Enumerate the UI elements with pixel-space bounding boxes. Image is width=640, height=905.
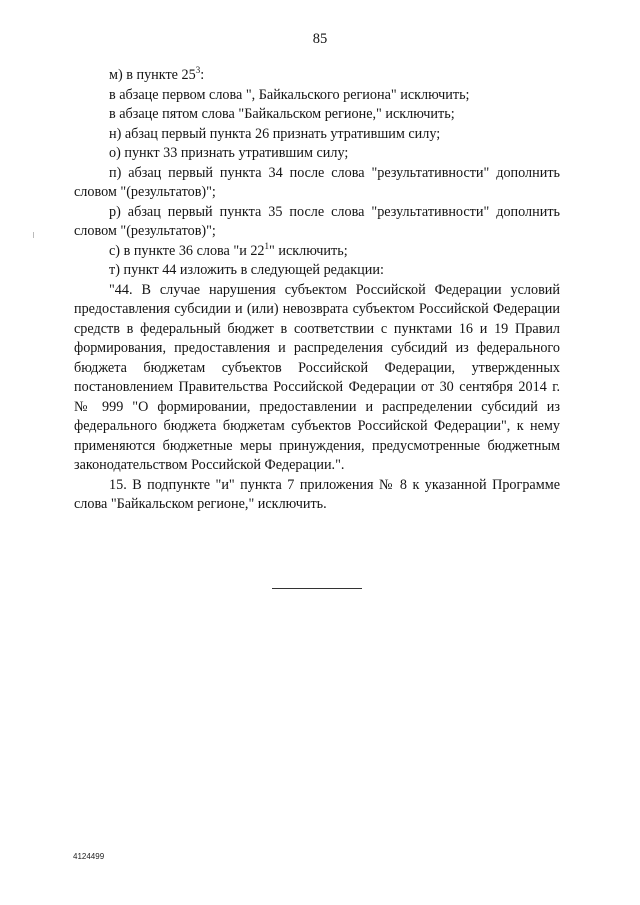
item-m xyxy=(74,66,560,86)
item-m-line-1: в абзаце первом слова ", Байкальского региона" исключить; xyxy=(109,86,470,103)
item-r: р) абзац первый пункта 35 после слова "результативности" дополнить словом "(результатов)"; xyxy=(74,203,560,239)
item-m-suffix: : xyxy=(200,67,205,83)
item-m-prefix: м) в пункте 25 xyxy=(109,67,196,83)
item-s-suffix: " исключить; xyxy=(269,242,348,259)
page-number: 85 xyxy=(312,31,328,47)
document-id: 4124499 xyxy=(73,852,105,861)
item-p: п) абзац первый пункта 34 после слова "результативности" дополнить словом "(результатов)"; xyxy=(74,164,560,200)
document-body xyxy=(74,66,560,515)
item-m-superscript: 3 xyxy=(195,65,201,75)
item-n: н) абзац первый пункта 26 признать утратившим силу; xyxy=(109,125,441,142)
end-of-document-rule xyxy=(272,588,362,589)
margin-mark xyxy=(33,232,34,238)
item-s-prefix: с) в пункте 36 слова "и 22 xyxy=(109,242,265,259)
item-m-line-2: в абзаце пятом слова "Байкальском регионе," исключить; xyxy=(109,106,455,122)
item-15: 15. В подпункте "и" пункта 7 приложения № 8 к указанной Программе слова "Байкальском регионе," исключить. xyxy=(74,476,560,512)
quoted-paragraph-44: "44. В случае нарушения субъектом Российской Федерации условий предоставления субсидии и (или) невозврата субъектом Российской Федерации средств в федеральный бюджет в соответствии с пунктами 16 и 19 Правил формирования, предоставления и распределения субсидий из федерального бюджета бюджетам субъектов Российской Федерации, утвержденных постановлением Правительства Российской Федерации от 30 сентября 2014 г. № 999 "О формировании, предоставлении и распределении субсидий из федерального бюджета бюджетам субъектов Российской Федерации", к нему применяются бюджетные меры принуждения, предусмотренные бюджетным законодательством Российской Федерации.". xyxy=(74,281,560,473)
item-s-superscript: 1 xyxy=(264,240,270,251)
item-t: т) пункт 44 изложить в следующей редакции: xyxy=(109,262,384,278)
item-s xyxy=(74,242,560,262)
item-o: о) пункт 33 признать утратившим силу; xyxy=(109,145,349,161)
